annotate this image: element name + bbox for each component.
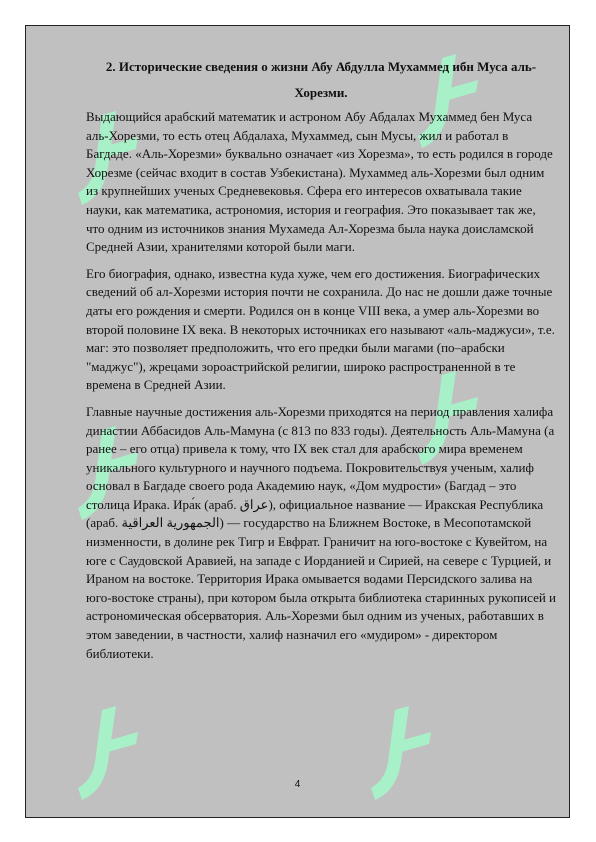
paragraph-biography-intro: Выдающийся арабский математик и астроном Абу Абдалах Мухаммед бен Муса аль-Хорезми, то есть отец Абдалаха, Мухаммед, сын Мусы, жил и работал в Багдаде. «Аль-Хорезми» буквально означает «из Хорезма», то есть родился в городе Хорезме (сейчас входит в состав Узбекистана). Мухаммед аль-Хорезми был одним из крупнейших ученых Средневековья. Сфера его интересов охватывала такие науки, как математика, астрономия, история и география. Это показывает так же, что одним из источников знания Мухамеда Ал-Хорезма была наука доисламской Средней Азии, хранителями которой были маги. xyxy=(86,109,553,255)
paragraph-biography-details: Его биография, однако, известна куда хуже, чем его достижения. Биографических сведений об ал-Хорезми история почти не сохранила. До нас не дошли даже точные даты его рождения и смерти. Родился он в конце VIII века, а умер аль-Хорезми во второй половине IX века. В некоторых источниках его называют «аль-маджуси», т.е. маг: это позволяет предположить, что его предки были магами (по–арабски "маджус"), жрецами зороастрийской религии, широко распространенной в те времена в Средней Азии. xyxy=(86,265,555,393)
paragraph-scientific-achievements: Главные научные достижения аль-Хорезми приходятся на период правления халифа династии Аббасидов Аль-Мамуна (с 813 по 833 годы). Деятельность Аль-Мамуна (а ранее – его отца) привела к тому, что IX век стал для арабского мира временем уникального культурного и научного подъема. Покровительствуя ученым, халиф основал в Багдаде своего рода Академию наук, «Дом мудрости» (Багдад – это столица Ирака. Ира́к (араб. ‏عراق‏‎), официальное название — Иракская Республика (араб. ‏الجمهورية العراقية‏‎) — государство на Ближнем Востоке, в Месопотамской низменности, в долине рек Тигр и Евфрат. Граничит на юго-востоке с Кувейтом, на юге с Саудовской Аравией, на западе с Иорданией и Сирией, на севере с Турцией, и Ираном на востоке. Территория Ирака омывается водами Персидского залива на юго-востоке страны), при котором была открыта библиотека старинных рукописей и астрономическая обсерватория. Аль-Хорезми был одним из ученых, работавших в этом заведении, в частности, халиф назначил его «мудиром» - директором библиотеки. xyxy=(86,403,556,661)
page-number: 4 xyxy=(294,779,301,790)
section-heading: 2. Исторические сведения о жизни Абу Абдулла Мухаммед ибн Муса аль-Хорезми. xyxy=(105,59,537,100)
document-page xyxy=(25,25,570,818)
document-content xyxy=(86,54,556,671)
